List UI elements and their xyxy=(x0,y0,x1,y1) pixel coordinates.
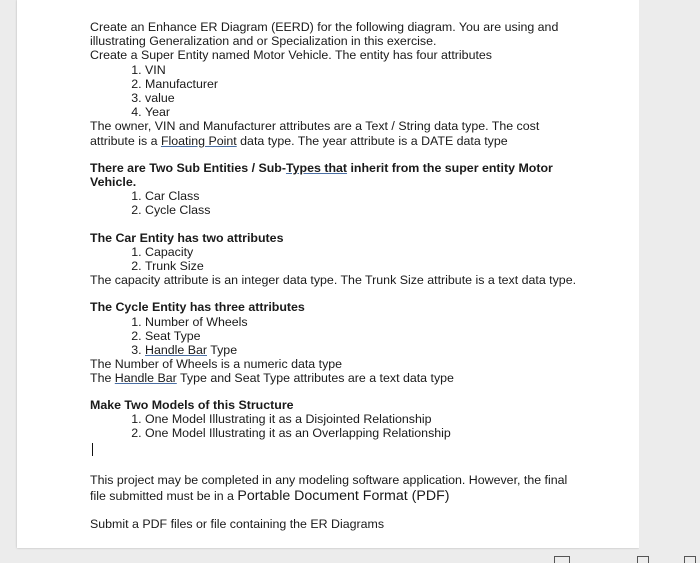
list-item: 2. Manufacturer xyxy=(145,77,580,91)
list-item: 1. Car Class xyxy=(145,189,580,203)
intro-paragraph: Create an Enhance ER Diagram (EERD) for the following diagram. You are using and illustrating Generalization and or Specialization in this exercise. xyxy=(90,20,559,49)
list-item: 1. VIN xyxy=(145,63,580,77)
list-item: 2. One Model Illustrating it as an Overlapping Relationship xyxy=(145,426,580,440)
list-item: 2. Trunk Size xyxy=(145,259,580,273)
text-cursor-line[interactable] xyxy=(90,440,580,459)
models-heading: Make Two Models of this Structure xyxy=(90,397,294,412)
spellcheck-flag: Floating Point xyxy=(160,133,237,148)
bracket-icon[interactable] xyxy=(637,556,649,563)
spellcheck-flag: Handle Bar xyxy=(145,343,207,358)
attribute-types-paragraph: The owner, VIN and Manufacturer attributes are a Text / String data type. The cost attribute is a Floating Point data type. The year attribute is a DATE data type xyxy=(90,119,540,148)
sub-entity-list xyxy=(90,189,580,217)
list-item: 1. Number of Wheels xyxy=(145,315,580,329)
list-item: 2. Cycle Class xyxy=(145,203,580,217)
list-item: 4. Year xyxy=(145,105,580,119)
text-cursor xyxy=(92,443,93,456)
cycle-numeric-note: The Number of Wheels is a numeric data type xyxy=(90,357,343,372)
project-paragraph: This project may be completed in any modeling software application. However, the final file submitted must be in a Portable Document Format (PDF) xyxy=(90,473,568,505)
cycle-entity-heading: The Cycle Entity has three attributes xyxy=(90,300,305,315)
sub-entities-heading: There are Two Sub Entities / Sub-Types that inherit from the super entity Motor Vehicle. xyxy=(90,160,553,190)
bracket-icon[interactable] xyxy=(554,556,570,563)
spellcheck-flag: Types that xyxy=(285,160,348,175)
cycle-attribute-list xyxy=(90,315,580,358)
list-item: 3. Handle Bar Type xyxy=(145,343,580,357)
spellcheck-flag: Handle Bar xyxy=(114,371,177,386)
submit-instruction: Submit a PDF files or file containing the ER Diagrams xyxy=(90,517,385,532)
super-entity-instruction: Create a Super Entity named Motor Vehicle. The entity has four attributes xyxy=(90,48,492,63)
models-list xyxy=(90,412,580,440)
list-item: 3. value xyxy=(145,91,580,105)
list-item: 1. One Model Illustrating it as a Disjointed Relationship xyxy=(145,412,580,426)
car-entity-heading: The Car Entity has two attributes xyxy=(90,230,284,245)
car-attribute-list xyxy=(90,245,580,273)
bracket-icon[interactable] xyxy=(684,556,696,563)
car-attribute-types: The capacity attribute is an integer data type. The Trunk Size attribute is a text data type. xyxy=(90,273,577,288)
document-page xyxy=(17,0,639,548)
right-margin xyxy=(639,0,700,563)
list-item: 1. Capacity xyxy=(145,245,580,259)
cycle-text-note: The Handle Bar Type and Seat Type attributes are a text data type xyxy=(90,371,454,386)
super-attribute-list xyxy=(90,63,580,120)
document-content[interactable] xyxy=(90,20,580,531)
list-item: 2. Seat Type xyxy=(145,329,580,343)
